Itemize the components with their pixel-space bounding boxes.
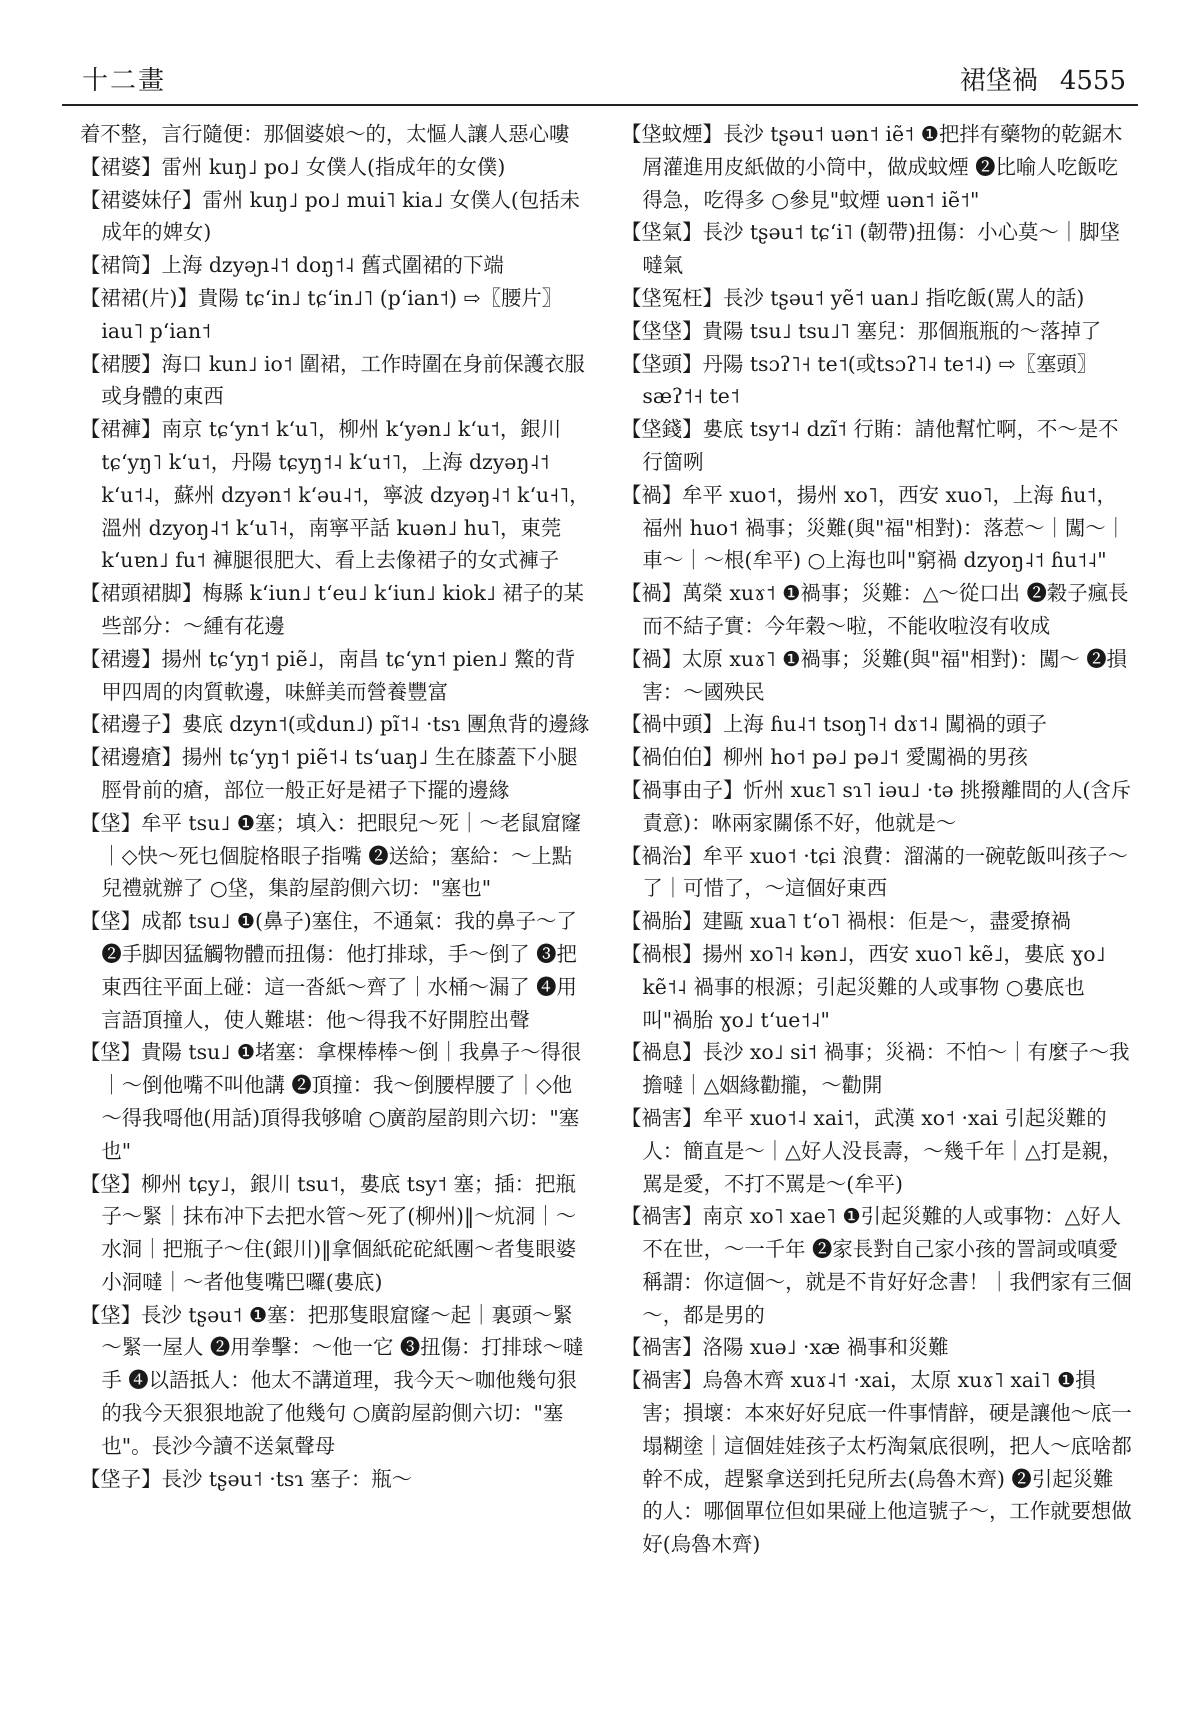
section-label: 十二畫	[82, 66, 167, 96]
dictionary-entry: 【禍】太原 xuɤ˥ ❶禍事；災難(與"福"相對)：闖～ ❷損害：～國殃民	[621, 646, 1128, 704]
dictionary-entry: 【禍伯伯】柳州 ho˦ pə˩ pə˩˦ 愛闖禍的男孩	[621, 745, 1028, 770]
dictionary-entry: 【裙邊】揚州 tɕʻyŋ˦ piẽ˩，南昌 tɕʻyn˦ pien˩ 鱉的背甲四周的肉質軟邊，味鮮美而營養豐富	[80, 646, 576, 704]
dictionary-entry: 【禍害】牟平 xuo˦˨ xai˦，武漢 xo˦ ·xai 引起災難的人：簡直是～｜△好人没長壽，～幾千年｜△打是親，駡是愛，不打不駡是～(牟平)	[621, 1105, 1123, 1196]
dictionary-entry: 【禍胎】建甌 xua˥ tʻo˥ 禍根：佢是～，盡愛撩禍	[621, 909, 1071, 934]
dictionary-entry: 【垡】柳州 tɕy˩，銀川 tsu˦，婁底 tsy˦ 塞；插：把瓶子～緊｜抹布冲下去把水管～死了(柳州)‖～炕洞｜～水洞｜把瓶子～住(銀川)‖拿個紙砣砣紙團～者隻眼婆小洞噠｜～者他隻嘴巴囉(婁底)	[80, 1171, 577, 1294]
dictionary-entry: 【垡錢】婁底 tsy˦˨ dzĩ˦ 行賄：請他幫忙啊，不～是不行箇咧	[621, 417, 1119, 474]
dictionary-entry: 着不整，言行隨便：那個婆娘～的，太慪人讓人惡心嘍	[80, 122, 570, 146]
left-column	[80, 118, 591, 1684]
dictionary-entry: 【垡冤枉】長沙 tʂəu˦ yẽ˦ uan˩ 指吃飯(駡人的話)	[621, 285, 1085, 310]
dictionary-entry: 【垡子】長沙 tʂəu˦ ·tsɿ 塞子：瓶～	[80, 1466, 413, 1491]
dictionary-entry: 【裙婆妹仔】雷州 kuŋ˩ po˩ mui˥ kia˩ 女僕人(包括未成年的婢女)	[80, 187, 581, 245]
dictionary-entry: 【禍事由子】忻州 xuɛ˥ sɿ˥ iəu˩ ·tə 挑撥離間的人(含斥責意)：咻兩家關係不好，他就是～	[621, 777, 1132, 835]
dictionary-entry: 【裙腰】海口 kun˩ io˦ 圍裙，工作時圍在身前保護衣服或身體的東西	[80, 351, 585, 409]
dictionary-entry: 【禍】牟平 xuo˦，揚州 xo˥，西安 xuo˥，上海 ɦu˦，福州 huo˦ 禍事；災難(與"福"相對)：落惹～｜闖～｜車～｜～根(牟平) ○上海也叫"窮禍 dzyoŋ˨˦ ɦu˦˨"	[621, 482, 1127, 573]
dictionary-entry: 【垡】長沙 tʂəu˦ ❶塞：把那隻眼窟窿～起｜裏頭～緊～緊一屋人 ❷用拳擊：～他一它 ❸扭傷：打排球～噠手 ❹以語抵人：他太不講道理，我今天～咖他幾句狠的我今天狠狠地說了他幾句 ○廣韵屋韵側六切："塞也"。長沙今讀不送氣聲母	[80, 1302, 584, 1458]
right-column	[621, 118, 1132, 1684]
dictionary-entry: 【禍害】南京 xo˥ xae˥ ❶引起災難的人或事物：△好人不在世，～一千年 ❷家長對自己家小孩的詈詞或嗔愛稱謂：你這個～，就是不肯好好念書！｜我們家有三個～，都是男的	[621, 1204, 1132, 1327]
dictionary-entry: 【禍息】長沙 xo˩ si˦ 禍事；災禍：不怕～｜有麼子～我擔噠｜△姻緣勸攏，～勸開	[621, 1040, 1130, 1098]
dictionary-entry: 【垡氣】長沙 tʂəu˦ tɕʻi˥ (韌帶)扭傷：小心莫～｜脚垡噠氣	[621, 220, 1120, 278]
dictionary-entry: 【垡蚊煙】長沙 tʂəu˦ uən˦ iẽ˦ ❶把拌有藥物的乾鋸木屑灌進用皮紙做的小筒中，做成蚊煙 ❷比喻人吃飯吃得急，吃得多 ○參見"蚊煙 uən˦ iẽ˦"	[621, 122, 1123, 212]
page-number: 4555	[1059, 66, 1126, 96]
dictionary-entry: 【裙婆】雷州 kuŋ˩ po˩ 女僕人(指成年的女僕)	[80, 154, 506, 179]
dictionary-entry: 【裙頭裙脚】梅縣 kʻiun˩ tʻeu˩ kʻiun˩ kiok˩ 裙子的某些部分：～緟有花邊	[80, 581, 584, 638]
page-header	[62, 52, 1138, 106]
dictionary-entry: 【禍害】洛陽 xuə˩ ·xæ 禍事和災難	[621, 1335, 949, 1360]
entry-columns	[80, 118, 1132, 1684]
dictionary-entry: 【禍根】揚州 xo˥˧ kən˩，西安 xuo˥ kẽ˩，婁底 ɣo˩ kẽ˦˨ 禍事的根源；引起災難的人或事物 ○婁底也叫"禍胎 ɣo˩ tʻue˦˨"	[621, 941, 1106, 1032]
dictionary-entry: 【裙邊子】婁底 dzyn˦(或dun˩) pĩ˦˨ ·tsɿ 團魚背的邊緣	[80, 712, 590, 737]
dictionary-entry: 【禍】萬榮 xuɤ˦ ❶禍事；災難：△～從口出 ❷穀子瘋長而不結子實：今年穀～啦，不能收啦沒有收成	[621, 581, 1129, 638]
dictionary-entry: 【禍害】烏魯木齊 xuɤ˨˦ ·xai，太原 xuɤ˥ xai˥ ❶損害；損壞：本來好好兒底一件事情辪，硬是讓他～底一塌糊塗｜這個娃娃孩子太朽淘氣底很咧，把人～底啥都幹不成，趕緊拿送到托兒所去(烏魯木齊) ❷引起災難的人：哪個單位但如果碰上他這號子～，工作就要想做好(烏魯木齊)	[621, 1368, 1132, 1557]
dictionary-entry: 【裙筒】上海 dzyəɲ˨˦ doŋ˦˨ 舊式圍裙的下端	[80, 253, 504, 278]
header-right	[938, 60, 1126, 97]
dictionary-entry: 【禍中頭】上海 ɦu˨˦ tsoŋ˥˧ dɤ˦˨ 闖禍的頭子	[621, 712, 1047, 737]
head-characters: 裙垡禍	[959, 66, 1038, 96]
dictionary-entry: 【垡頭】丹陽 tsɔʔ˥˧ te˦(或tsɔʔ˥˨ te˦˨) ⇨〖塞頭〗sæʔ˦˧ te˦	[621, 351, 1098, 409]
dictionary-entry: 【裙裙(片)】貴陽 tɕʻin˩ tɕʻin˩˥ (pʻian˦) ⇨〖腰片〗iau˥ pʻian˦	[80, 285, 563, 343]
dictionary-entry: 【垡】貴陽 tsu˩ ❶堵塞：拿棵棒棒～倒｜我鼻子～得很｜～倒他嘴不叫他講 ❷頂撞：我～倒腰桿腰了｜◇他～得我𠹭他(用話)頂得我够嗆 ○廣韵屋韵則六切："塞也"	[80, 1040, 582, 1163]
dictionary-entry: 【裙褲】南京 tɕʻyn˦ kʻu˥，柳州 kʻyən˩ kʻu˦，銀川 tɕʻyŋ˥ kʻu˦，丹陽 tɕyŋ˦˨ kʻu˦˥，上海 dzyəŋ˨˦ kʻu˦˨，蘇州 dzyən˦ kʻəu˨˦，寧波 dzyəŋ˨˦ kʻu˧˥，溫州 dzyoŋ˨˦ kʻu˥˧，南寧平話 kuən˩ hu˥，東莞 kʻuɐn˩ fu˦ 褲腿很肥大、看上去像裙子的女式褲子	[80, 417, 590, 573]
dictionary-entry: 【裙邊瘡】揚州 tɕʻyŋ˦ piẽ˦˨ tsʻuaŋ˩ 生在膝蓋下小腿脛骨前的瘡，部位一般正好是裙子下擺的邊緣	[80, 745, 578, 802]
dictionary-entry: 【垡】成都 tsu˩ ❶(鼻子)塞住，不通氣：我的鼻子～了 ❷手脚因猛觸物體而扭傷：他打排球，手～倒了 ❸把東西往平面上碰：這一沓紙～齊了｜水桶～漏了 ❹用言語頂撞人，使人難堪：他～得我不好開腔出聲	[80, 909, 577, 1032]
dictionary-entry: 【禍治】牟平 xuo˦ ·tɕi 浪費：溜滿的一碗乾飯叫孩子～了｜可惜了，～這個好東西	[621, 843, 1128, 901]
dictionary-entry: 【垡】牟平 tsu˩ ❶塞；填入：把眼兒～死｜～老鼠窟窿｜◇快～死乜個腚格眼子指嘴 ❷送給；塞給：～上點兒禮就辦了 ○垡，集韵屋韵側六切："塞也"	[80, 810, 582, 901]
dictionary-entry: 【垡垡】貴陽 tsu˩ tsu˩˥ 塞兒：那個瓶瓶的～落掉了	[621, 318, 1102, 343]
